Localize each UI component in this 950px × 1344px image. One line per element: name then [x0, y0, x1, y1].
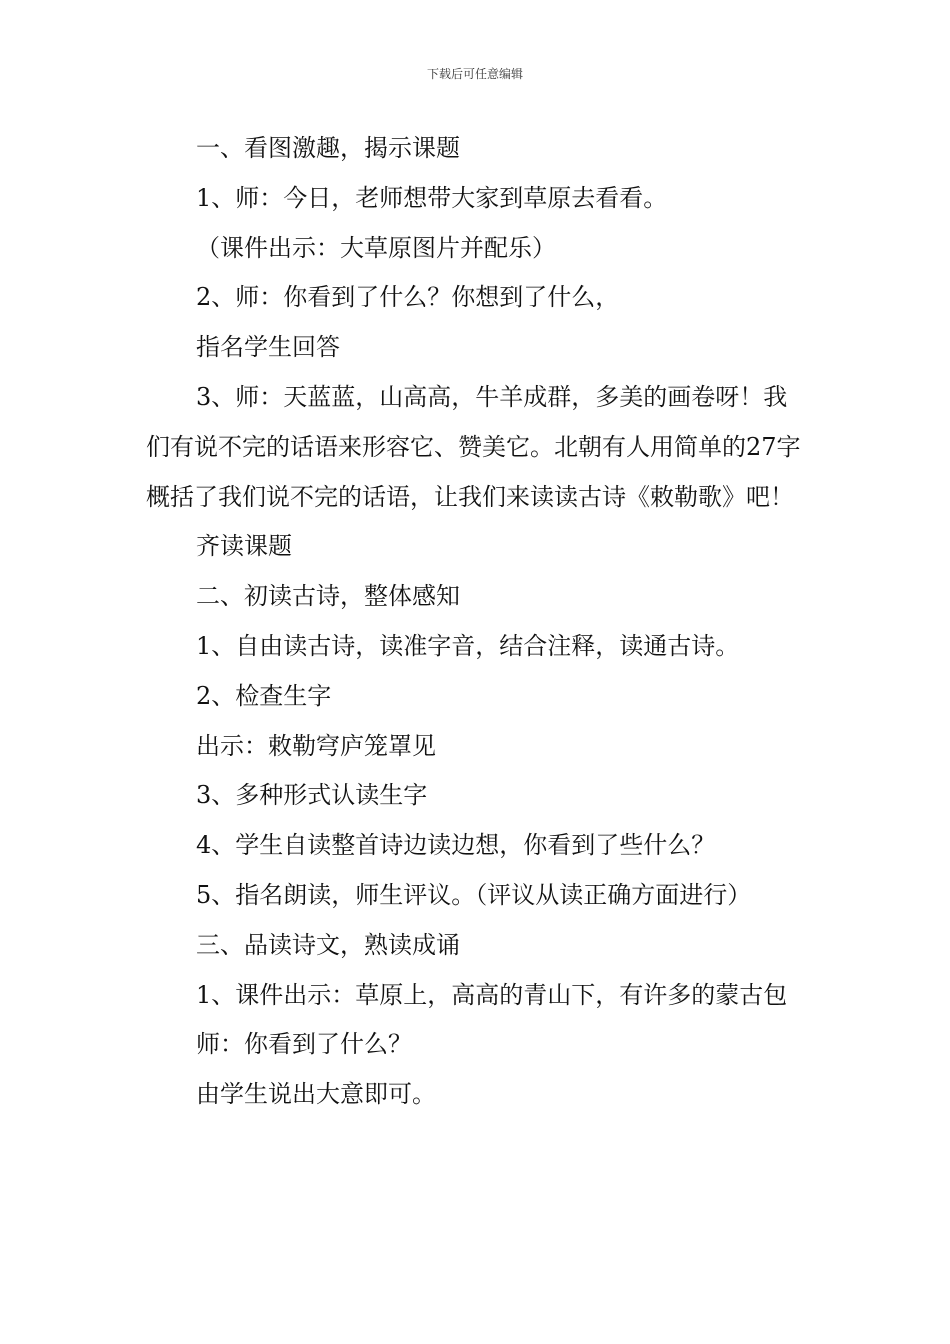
- paragraph: 1、师：今日，老师想带大家到草原去看看。: [196, 183, 668, 212]
- paragraph: 3、多种形式认读生字: [196, 781, 428, 810]
- paragraph: 齐读课题: [196, 532, 292, 561]
- paragraph: （课件出示：大草原图片并配乐）: [196, 233, 556, 262]
- paragraph: 由学生说出大意即可。: [196, 1080, 436, 1109]
- page-header: 下载后可任意编辑: [426, 67, 523, 81]
- paragraph: 2、检查生字: [196, 681, 332, 710]
- section-heading-1: 一、看图激趣，揭示课题: [196, 134, 460, 162]
- paragraph: 出示：敕勒穹庐笼罩见: [196, 731, 436, 760]
- section-heading-3: 三、品读诗文，熟读成诵: [196, 930, 460, 959]
- section-heading-2: 二、初读古诗，整体感知: [196, 582, 460, 611]
- paragraph: 2、师：你看到了什么？你想到了什么，: [196, 283, 620, 312]
- paragraph: 1、课件出示：草原上，高高的青山下，有许多的蒙古包: [196, 980, 788, 1009]
- document-body: [146, 124, 806, 1120]
- paragraph: 师：你看到了什么？: [196, 1030, 412, 1059]
- paragraph: 3、师：天蓝蓝，山高高，牛羊成群，多美的画卷呀！我们有说不完的话语来形容它、赞美它。北朝有人用简单的27字概括了我们说不完的话语，让我们来读读古诗《敕勒歌》吧！: [146, 382, 801, 511]
- paragraph: 4、学生自读整首诗边读边想，你看到了些什么？: [196, 831, 716, 860]
- paragraph: 5、指名朗读，师生评议。（评议从读正确方面进行）: [196, 880, 752, 909]
- paragraph: 1、自由读古诗，读准字音，结合注释，读通古诗。: [196, 631, 740, 660]
- paragraph: 指名学生回答: [196, 333, 340, 362]
